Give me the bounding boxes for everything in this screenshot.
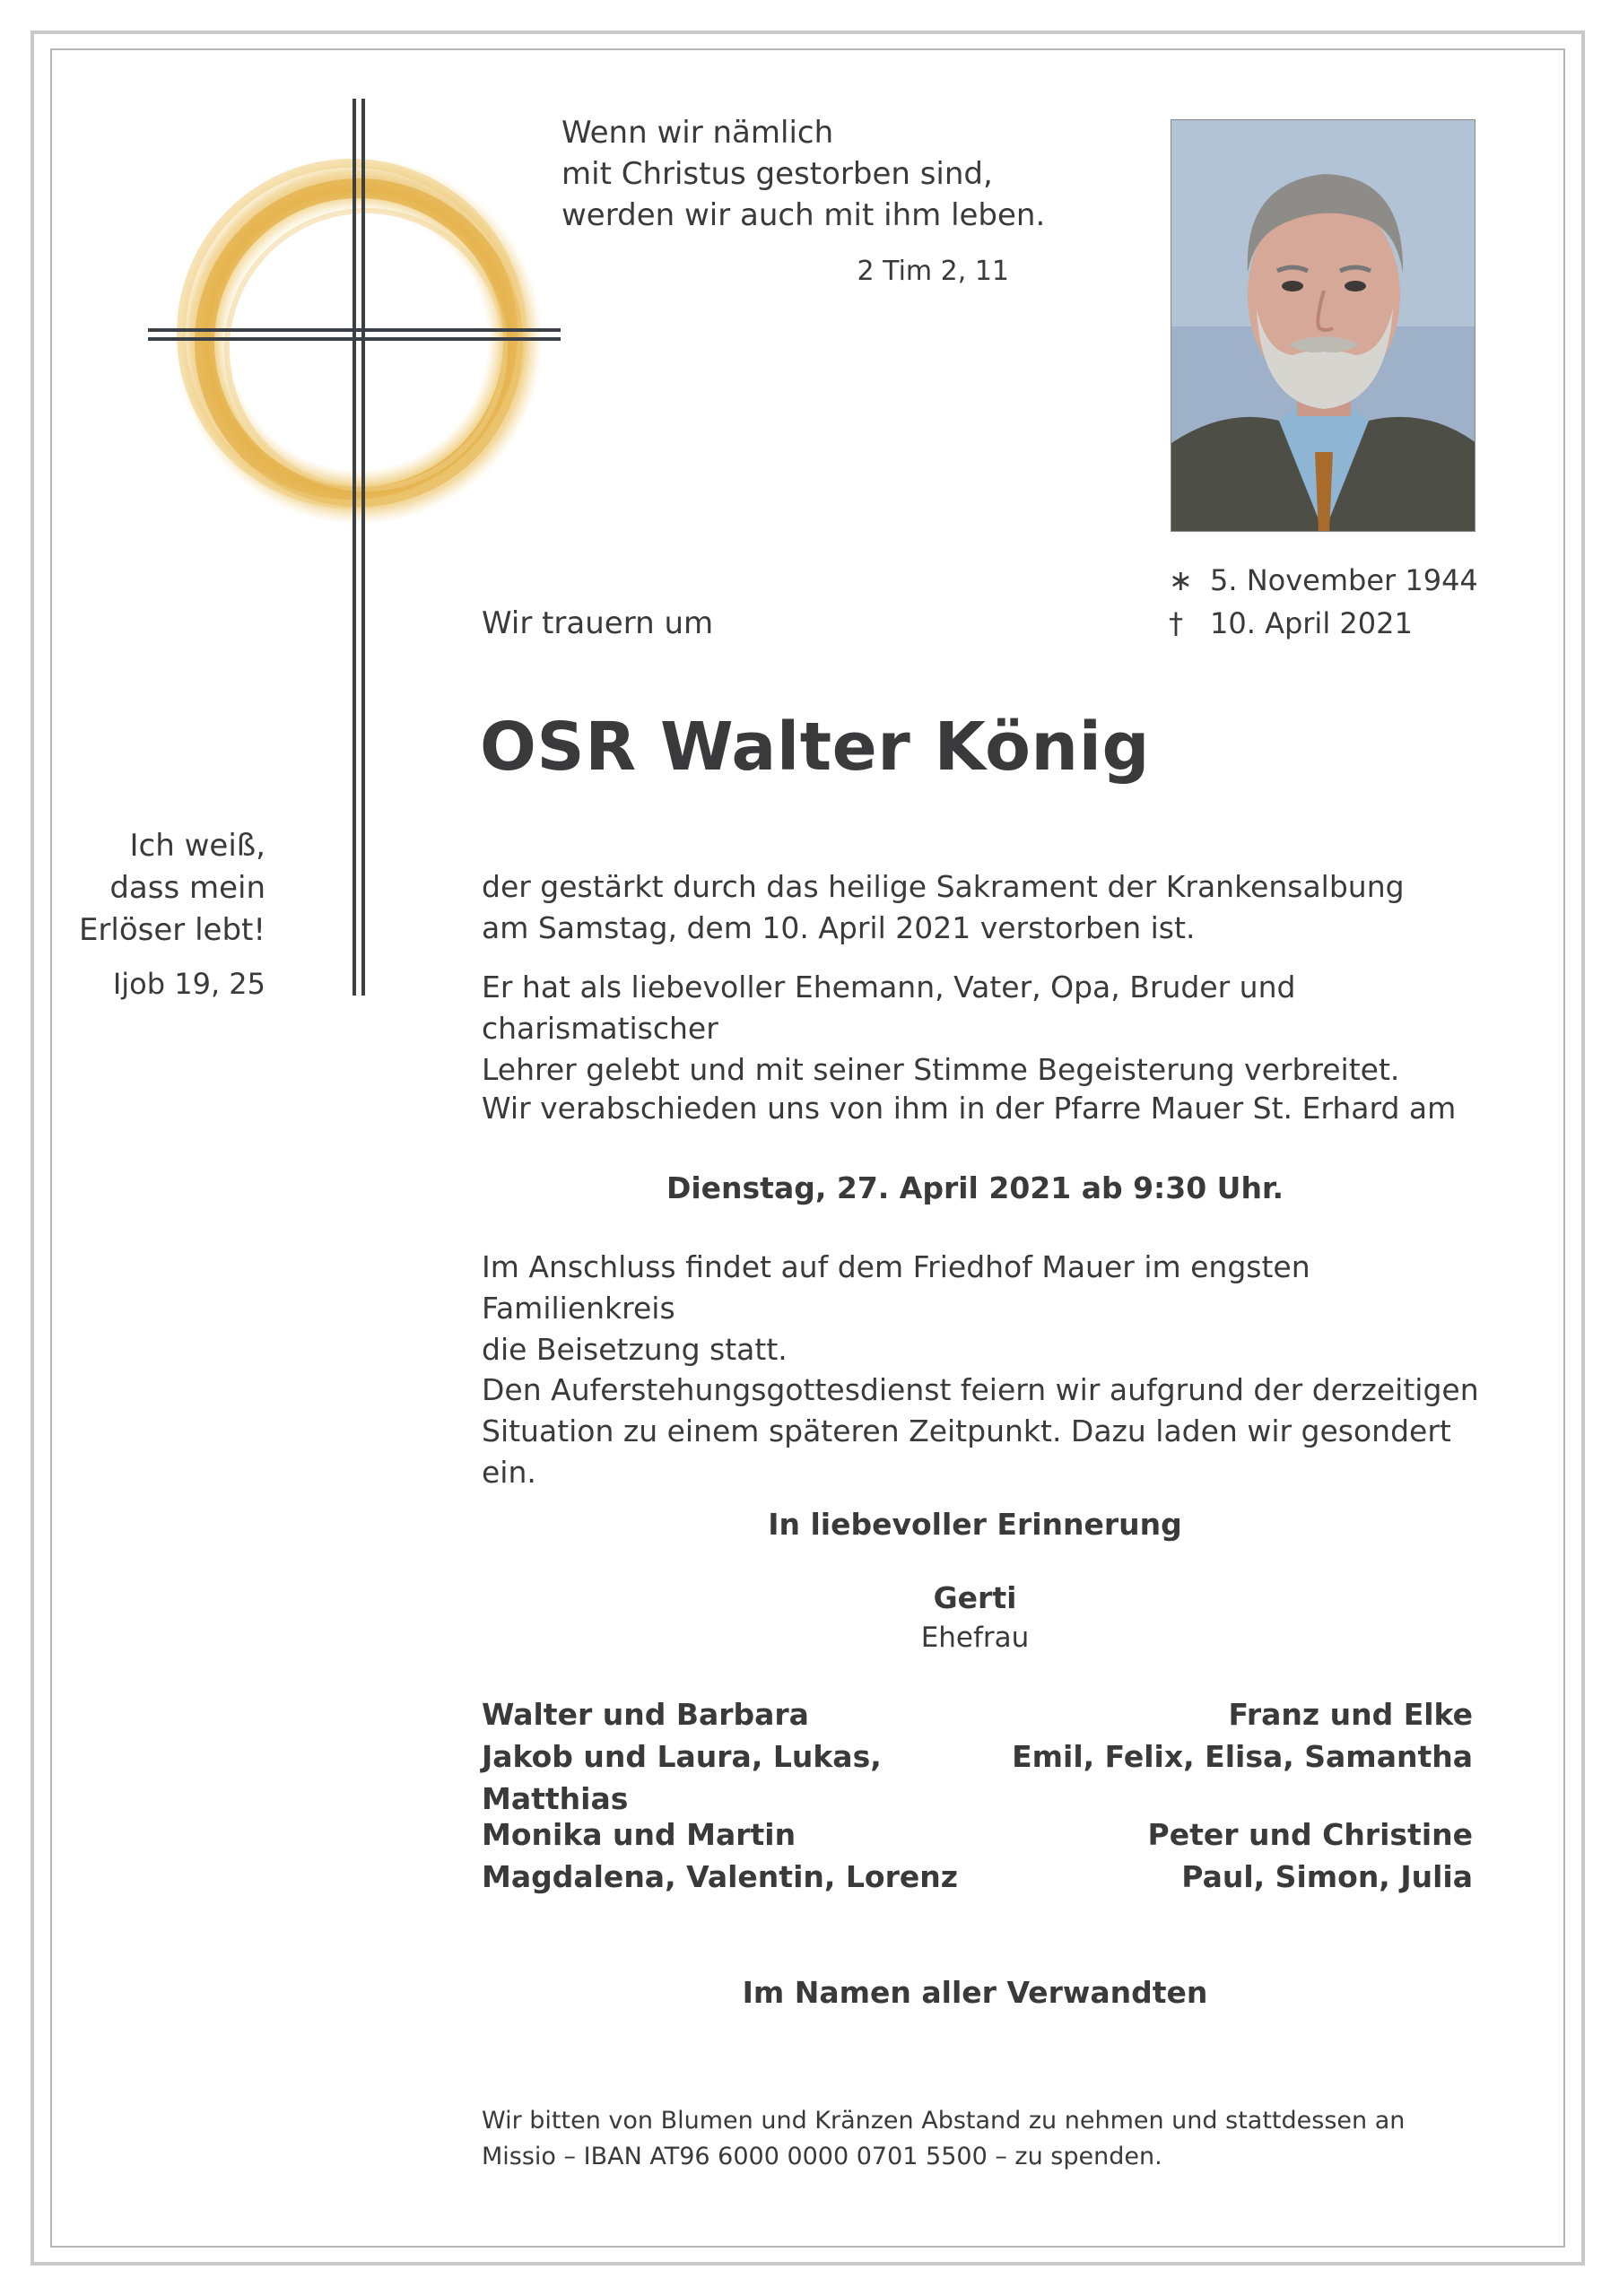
deceased-name: OSR Walter König	[480, 709, 1150, 786]
family-line: Emil, Felix, Elisa, Samantha	[1012, 1739, 1473, 1774]
death-date-row	[1169, 602, 1478, 645]
family-group	[482, 1693, 984, 1820]
memory-heading: In liebevoller Erinnerung	[768, 1507, 1182, 1542]
birth-date: 5. November 1944	[1210, 563, 1478, 597]
left-verse-line: dass mein	[109, 870, 265, 906]
family-line: Paul, Simon, Julia	[1181, 1859, 1473, 1894]
paragraph-line: die Beisetzung statt.	[482, 1332, 788, 1367]
family-line: Magdalena, Valentin, Lorenz	[482, 1859, 958, 1894]
left-verse-line: Ich weiß,	[129, 828, 265, 864]
verse-reference: 2 Tim 2, 11	[857, 256, 1009, 287]
left-bible-verse	[72, 825, 265, 952]
paragraph-line: Situation zu einem späteren Zeitpunkt. Dazu laden wir gesondert ein.	[482, 1413, 1451, 1490]
paragraph-line: der gestärkt durch das heilige Sakrament der Krankensalbung	[482, 869, 1405, 904]
life-dates	[1169, 559, 1478, 645]
paragraph-life	[482, 967, 1486, 1091]
paragraph-line: Im Anschluss findet auf dem Friedhof Mauer im engsten Familienkreis	[482, 1249, 1310, 1326]
paragraph-farewell: Wir verabschieden uns von ihm in der Pfarre Mauer St. Erhard am	[482, 1091, 1457, 1126]
death-cross-icon: †	[1169, 606, 1183, 640]
paragraph-line: Er hat als liebevoller Ehemann, Vater, Opa, Bruder und charismatischer	[482, 970, 1296, 1046]
farewell-date: Dienstag, 27. April 2021 ab 9:30 Uhr.	[666, 1170, 1284, 1205]
relatives-signoff: Im Namen aller Verwandten	[742, 1975, 1208, 2010]
verse-line: mit Christus gestorben sind,	[561, 156, 993, 192]
birth-star-icon: ∗	[1169, 563, 1193, 597]
death-date: 10. April 2021	[1210, 606, 1413, 640]
paragraph-line: am Samstag, dem 10. April 2021 verstorben ist.	[482, 910, 1196, 945]
note-line: Wir bitten von Blumen und Kränzen Abstand zu nehmen und stattdessen an	[482, 2107, 1406, 2135]
family-line: Walter und Barbara	[482, 1697, 809, 1732]
family-group	[482, 1813, 984, 1898]
paragraph-line: Lehrer gelebt und mit seiner Stimme Begeisterung verbreitet.	[482, 1052, 1400, 1087]
family-line: Jakob und Laura, Lukas, Matthias	[482, 1739, 882, 1816]
verse-line: Wenn wir nämlich	[561, 115, 834, 151]
family-group	[971, 1813, 1473, 1898]
birth-date-row	[1169, 559, 1478, 602]
paragraph-burial	[482, 1247, 1486, 1370]
family-line: Franz und Elke	[1228, 1697, 1473, 1732]
paragraph-sacrament	[482, 866, 1486, 949]
bible-verse	[561, 112, 1045, 236]
donation-note	[482, 2103, 1486, 2175]
family-group	[971, 1693, 1473, 1778]
wife-name: Gerti	[933, 1580, 1017, 1615]
paragraph-mass	[482, 1370, 1486, 1493]
note-line: Missio – IBAN AT96 6000 0000 0701 5500 – zu spenden.	[482, 2143, 1162, 2170]
wife-role: Ehefrau	[920, 1622, 1030, 1654]
mourning-intro: Wir trauern um	[482, 605, 714, 641]
left-verse-line: Erlöser lebt!	[78, 912, 265, 948]
verse-line: werden wir auch mit ihm leben.	[561, 197, 1046, 233]
portrait-photo	[1171, 119, 1475, 532]
family-line: Monika und Martin	[482, 1817, 796, 1852]
paragraph-line: Den Auferstehungsgottesdienst feiern wir aufgrund der derzeitigen	[482, 1372, 1479, 1407]
family-line: Peter und Christine	[1147, 1817, 1473, 1852]
left-verse-reference: Ijob 19, 25	[112, 967, 265, 1001]
